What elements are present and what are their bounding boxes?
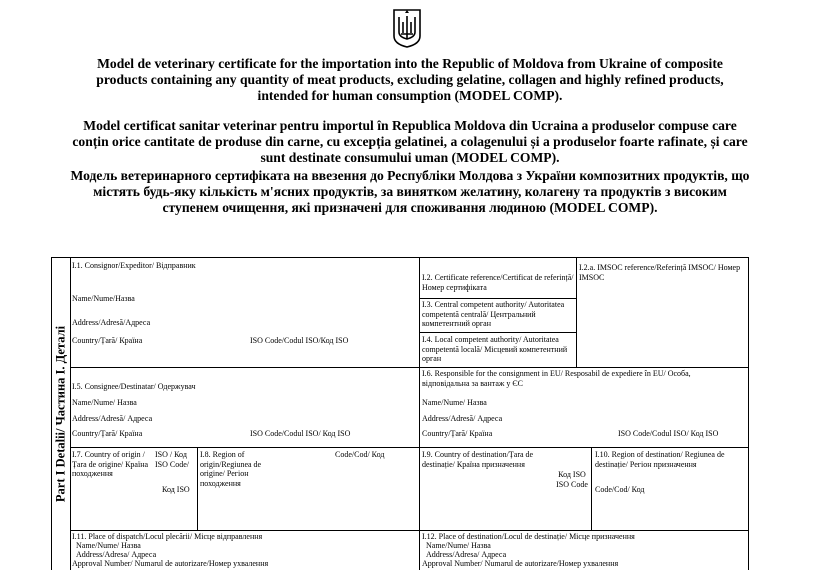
consignor-name[interactable]: Name/Nume/Назва <box>72 294 135 303</box>
responsible-label: I.6. Responsible for the consignment in EU/ Resposabil de expediere în EU/ Особа, відповідальна за вантаж у ЄС <box>422 369 691 388</box>
destination-country-label: I.9. Country of destination/Țara de destinație/ Країна призначення <box>422 450 534 469</box>
consignee-name[interactable]: Name/Nume/ Назва <box>72 398 137 407</box>
destination-place-label: I.12. Place of destination/Locul de destinație/ Місце призначення <box>422 532 635 541</box>
local-authority[interactable]: I.4. Local competent authority/ Autoritatea competentă locală/ Місцевий компетентний орган <box>422 335 568 363</box>
destination-place-address[interactable]: Address/Adresa/ Адреса <box>426 550 507 559</box>
responsible-address[interactable]: Address/Adresă/ Адреса <box>422 414 503 423</box>
consignee-address[interactable]: Address/Adresă/ Адреса <box>72 414 153 423</box>
central-authority[interactable]: I.3. Central competent authority/ Autoritatea competentă centrală/ Центральний компетентний орган <box>422 300 565 328</box>
consignor-address[interactable]: Address/Adresă/Адреса <box>72 318 151 327</box>
destination-country-iso[interactable]: Код ISO ISO Code <box>556 470 588 489</box>
destination-place-name[interactable]: Name/Nume/ Назва <box>426 541 491 550</box>
responsible-name[interactable]: Name/Nume/ Назва <box>422 398 487 407</box>
consignee-iso[interactable]: ISO Code/Codul ISO/ Код ISO <box>250 429 351 438</box>
dispatch-address[interactable]: Address/Adresa/ Адреса <box>76 550 157 559</box>
title-romanian: Model certificat sanitar veterinar pentru importul în Republica Moldova din Ucraina a produselor compuse care conțin orice cantitate de produse din carne, cu excepția gelatinei, a colagenului și a produselor foarte rafinate, și care sunt destinate consumului uman (MODEL COMP). <box>72 118 748 165</box>
origin-country-iso[interactable]: ISO / Код ISO Code/ <box>155 450 189 469</box>
title-ukrainian: Модель ветеринарного сертифіката на ввезення до Республіки Молдова з України композитних продуктів, що містять будь-яку кількість м'ясних продуктів, за винятком желатину, колагену та продуктів з високим ступенем очищення, які призначені для споживання людиною (MODEL COMP). <box>70 168 750 215</box>
destination-place-approval[interactable]: Approval Number/ Numarul de autorizare/Номер ухвалення <box>422 559 619 568</box>
consignee-label: I.5. Consignee/Destinatar/ Одержувач <box>72 382 196 391</box>
certificate-reference[interactable]: I.2. Certificate reference/Certificat de referință/Номер сертифіката <box>422 273 574 292</box>
consignor-country[interactable]: Country/Țară/ Країна <box>72 336 143 345</box>
part-one-form <box>51 257 749 570</box>
title-english: Model de veterinary certificate for the importation into the Republic of Moldova from Ukraine of composite products containing any quantity of meat products, excluding gelatine, collagen and highly refined products, intended for human consumption (MODEL COMP). <box>96 56 724 103</box>
part-label: Part I Detalii/ Частина I. Деталі <box>53 325 68 503</box>
responsible-country[interactable]: Country/Țară/ Країна <box>422 429 493 438</box>
destination-region-code[interactable]: Code/Cod/ Код <box>595 485 645 494</box>
origin-region-code[interactable]: Code/Cod/ Код <box>335 450 385 459</box>
consignor-iso[interactable]: ISO Code/Codul ISO/Код ISO <box>250 336 349 345</box>
consignor-label: I.1. Consignor/Expeditor/ Відправник <box>72 261 196 270</box>
imsoc-reference[interactable]: I.2.a. IMSOC reference/Referință IMSOC/ Номер IMSOC <box>579 263 741 282</box>
origin-country-label: I.7. Country of origin /Țara de origine/ Країна походження <box>72 450 149 478</box>
dispatch-name[interactable]: Name/Nume/ Назва <box>76 541 141 550</box>
dispatch-approval[interactable]: Approval Number/ Numarul de autorizare/Номер ухвалення <box>72 559 269 568</box>
responsible-iso[interactable]: ISO Code/Codul ISO/ Код ISO <box>618 429 719 438</box>
origin-region-label: I.8. Region of origin/Regiunea de origine/ Регіон походження <box>200 450 262 488</box>
dispatch-label: I.11. Place of dispatch/Locul plecării/ Місце відправлення <box>72 532 263 541</box>
origin-country-iso-code[interactable]: Код ISO <box>162 485 190 494</box>
consignee-country[interactable]: Country/Țară/ Країна <box>72 429 143 438</box>
destination-region-label: I.10. Region of destination/ Regiunea de destinație/ Регіон призначення <box>595 450 725 469</box>
trident-emblem-icon <box>392 8 422 48</box>
